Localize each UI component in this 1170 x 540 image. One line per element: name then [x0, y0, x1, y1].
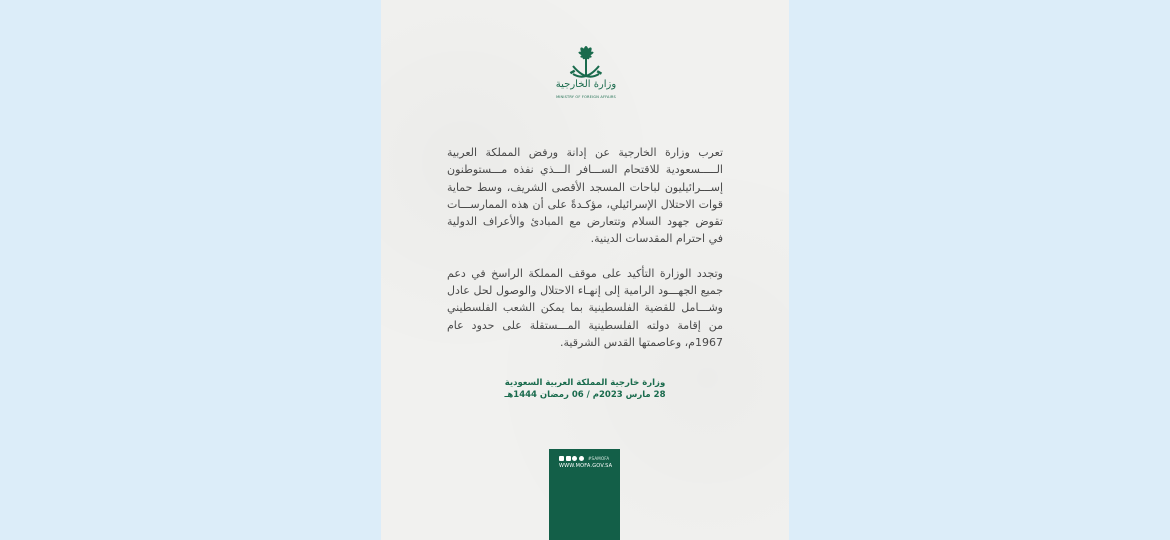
- footer-card: [549, 449, 620, 540]
- website-link[interactable]: WWW.MOFA.GOV.SA: [559, 463, 613, 469]
- issuer-name: وزارة خارجية المملكة العربية السعودية: [504, 378, 666, 388]
- social-links: [559, 456, 609, 461]
- twitter-icon[interactable]: [579, 456, 584, 461]
- statement-body: [447, 144, 723, 351]
- ministry-name-arabic: وزارة الخارجية: [555, 79, 617, 90]
- statement-paragraph: وتجدد الوزارة التأكيد على موقف المملكة الراسخ في دعم جميع الجهـــود الرامية إلى إنهـاء الاحتلال والوصول لحل عادل وشـــامل للقضية الفلسطينية بما يمكن الشعب الفلسطيني من إقامة دولته الفلسطينية المـــستقلة على حدود عام 1967م، وعاصمتها القدس الشرقية.: [447, 266, 723, 349]
- instagram-icon[interactable]: [572, 456, 577, 461]
- facebook-icon[interactable]: [566, 456, 571, 461]
- statement-paragraph: تعرب وزارة الخارجية عن إدانة ورفض المملكة العربية الـــــسعودية للاقتحام الســـافر الـــذي نفذه مـــستوطنون إســـرائيليون لباحات المسجد الأقصى الشريف، وسط حماية قوات الاحتلال الإسرائيلي، مؤكـدةً على أن هذه الممارســـات تقوض جهود السلام وتتعارض مع المبادئ والأعراف الدولية في احترام المقدسات الدينية.: [447, 146, 723, 246]
- youtube-icon[interactable]: [559, 456, 564, 461]
- statement-document: [381, 0, 789, 540]
- saudi-emblem-icon: [556, 44, 616, 102]
- signature-block: [485, 377, 685, 401]
- ministry-name-english: MINISTRY OF FOREIGN AFFAIRS: [556, 95, 616, 99]
- social-handle: #SAMOFA: [588, 456, 610, 461]
- issue-date: 28 مارس 2023م / 06 رمضان 1444هـ: [504, 390, 666, 400]
